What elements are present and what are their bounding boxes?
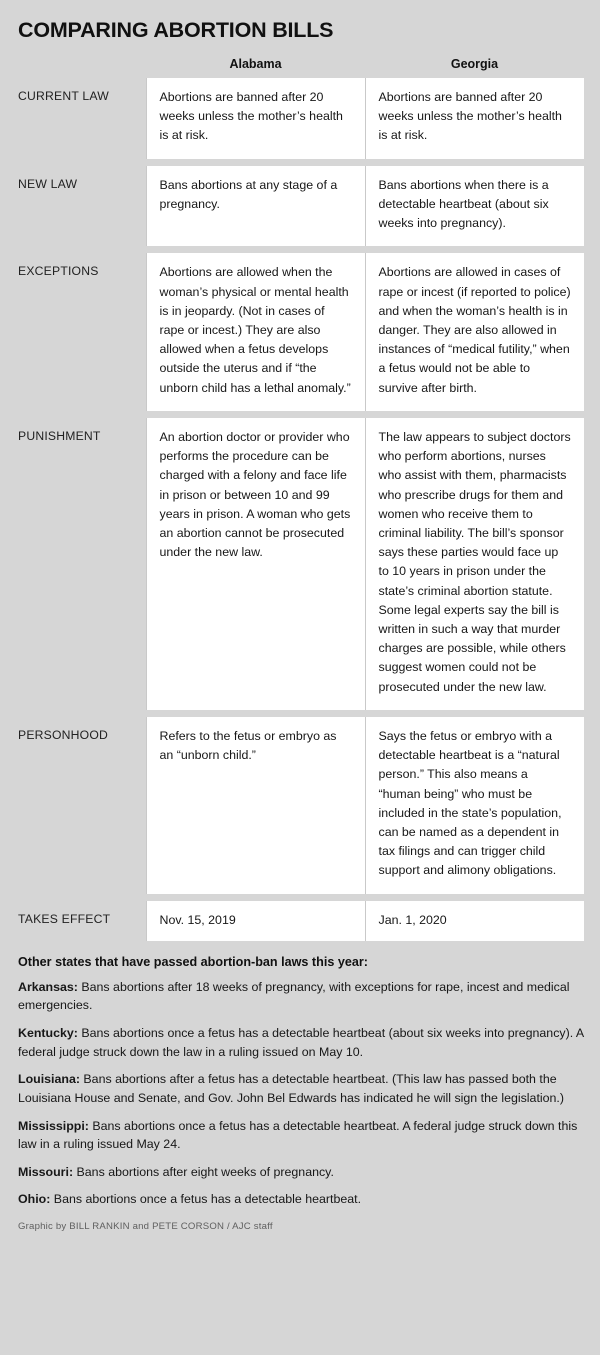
- row-label-punishment: PUNISHMENT: [18, 428, 101, 443]
- table-header-row: [16, 57, 584, 78]
- credit-line: Graphic by BILL RANKIN and PETE CORSON / AJC staff: [18, 1220, 273, 1232]
- state-name: Missouri:: [18, 1164, 74, 1179]
- row-spacer: [16, 894, 584, 901]
- row-spacer: [16, 159, 584, 166]
- state-name: Mississippi:: [18, 1118, 89, 1133]
- other-state-item: [18, 1070, 586, 1107]
- row-label-personhood: PERSONHOOD: [18, 727, 109, 742]
- table-row: [16, 717, 584, 894]
- other-state-item: [18, 1190, 586, 1209]
- cell-takes-effect-alabama: Nov. 15, 2019: [146, 901, 365, 941]
- row-spacer: [16, 710, 584, 717]
- cell-exceptions-alabama: Abortions are allowed when the woman’s physical or mental health is in jeopardy. (Not in cases of rape or incest.) They are also allowed when a fetus develops outside the uterus and if “the unborn child has a lethal anomaly.”: [146, 253, 365, 411]
- page-title: COMPARING ABORTION BILLS: [18, 18, 334, 42]
- cell-personhood-georgia: Says the fetus or embryo with a detectable heartbeat is a “natural person.” This also means a “human being” who must be included in the state’s population, can be named as a dependent in tax filings and can trigger child support and alimony obligations.: [365, 717, 584, 894]
- cell-current-law-georgia: Abortions are banned after 20 weeks unless the mother’s health is at risk.: [365, 78, 584, 159]
- other-state-item: [18, 1117, 586, 1154]
- table-row: [16, 78, 584, 159]
- other-states-section: [18, 955, 586, 1209]
- state-detail: Bans abortions after 18 weeks of pregnancy, with exceptions for rape, incest and medical emergencies.: [18, 979, 570, 1013]
- row-label-exceptions: EXCEPTIONS: [18, 264, 99, 279]
- row-spacer: [16, 246, 584, 253]
- row-spacer: [16, 411, 584, 418]
- cell-punishment-georgia: The law appears to subject doctors who perform abortions, nurses who assist with them, pharmacists who prescribe drugs for them and women who receive them to criminal liability. The bill’s sponsor says these parties would face up to 10 years in prison under the state’s criminal abortion statute. Some legal experts say the bill is written in such a way that murder charges are possible, while others suggest women could not be prosecuted under the new law.: [365, 418, 584, 710]
- state-name: Arkansas:: [18, 979, 78, 994]
- other-state-item: [18, 1163, 586, 1182]
- other-state-item: [18, 1024, 586, 1061]
- table-row: [16, 901, 584, 941]
- row-label-takes-effect: TAKES EFFECT: [18, 911, 111, 926]
- column-header-alabama: Alabama: [229, 57, 282, 71]
- state-name: Louisiana:: [18, 1072, 80, 1087]
- row-label-new-law: NEW LAW: [18, 176, 78, 191]
- table-row: [16, 253, 584, 411]
- state-name: Ohio:: [18, 1192, 51, 1207]
- column-header-blank: [16, 57, 146, 78]
- column-header-georgia: Georgia: [450, 57, 499, 71]
- cell-punishment-alabama: An abortion doctor or provider who performs the procedure can be charged with a felony and face life in prison or between 10 and 99 years in prison. A woman who gets an abortion cannot be prosecuted under the new law.: [146, 418, 365, 710]
- state-detail: Bans abortions after eight weeks of pregnancy.: [73, 1164, 334, 1179]
- table-row: [16, 418, 584, 710]
- cell-current-law-alabama: Abortions are banned after 20 weeks unless the mother’s health is at risk.: [146, 78, 365, 159]
- state-name: Kentucky:: [18, 1026, 78, 1041]
- cell-personhood-alabama: Refers to the fetus or embryo as an “unborn child.”: [146, 717, 365, 894]
- state-detail: Bans abortions after a fetus has a detectable heartbeat. (This law has passed both the Louisiana House and Senate, and Gov. John Bel Edwards has indicated he will sign the legislation.): [18, 1072, 564, 1105]
- cell-takes-effect-georgia: Jan. 1, 2020: [365, 901, 584, 941]
- cell-exceptions-georgia: Abortions are allowed in cases of rape or incest (if reported to police) and when the woman’s health is in danger. They are also allowed in instances of “medical futility,” when a fetus would not be able to survive after birth.: [365, 253, 584, 411]
- cell-new-law-alabama: Bans abortions at any stage of a pregnancy.: [146, 166, 365, 247]
- comparison-table: [16, 57, 584, 941]
- other-states-heading: Other states that have passed abortion-ban laws this year:: [18, 954, 368, 969]
- state-detail: Bans abortions once a fetus has a detectable heartbeat.: [50, 1192, 362, 1207]
- cell-new-law-georgia: Bans abortions when there is a detectable heartbeat (about six weeks into pregnancy).: [365, 166, 584, 247]
- state-detail: Bans abortions once a fetus has a detectable heartbeat. A federal judge struck down this law in a ruling issued May 24.: [18, 1118, 578, 1152]
- other-state-item: [18, 978, 586, 1015]
- row-label-current-law: CURRENT LAW: [18, 89, 109, 103]
- state-detail: Bans abortions once a fetus has a detectable heartbeat (about six weeks into pregnancy). A federal judge struck down the law in a ruling issued on May 10.: [18, 1026, 584, 1059]
- table-row: [16, 166, 584, 247]
